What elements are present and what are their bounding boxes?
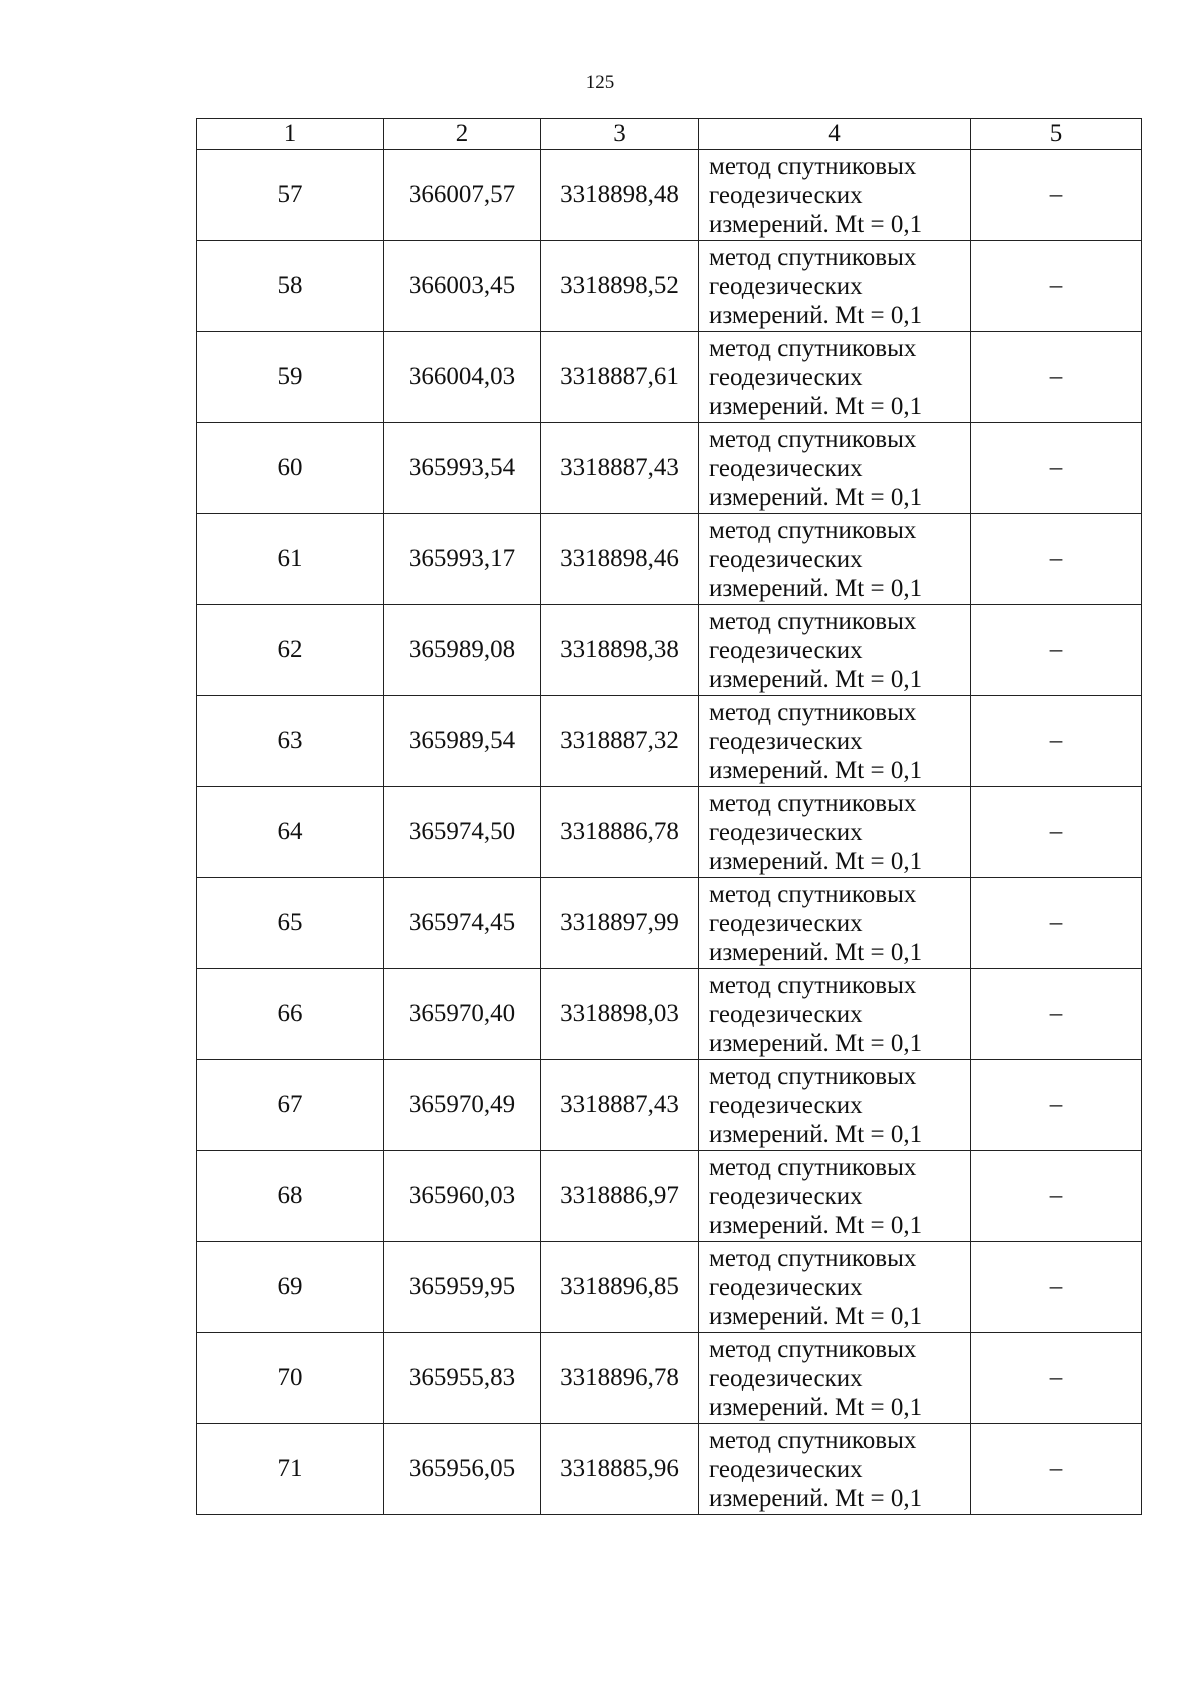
method-line: геодезических (709, 272, 863, 300)
method-line: геодезических (709, 1000, 863, 1028)
x-coordinate-cell: 365993,17 (384, 514, 541, 605)
point-number-cell: 66 (197, 969, 384, 1060)
y-coordinate-cell: 3318887,32 (541, 696, 699, 787)
table-row (197, 1060, 1142, 1151)
table-body (197, 150, 1142, 1515)
x-coordinate-cell: 365993,54 (384, 423, 541, 514)
point-number-cell: 59 (197, 332, 384, 423)
column-header-5: 5 (971, 119, 1142, 150)
method-line: метод спутниковых (709, 334, 917, 362)
x-coordinate-cell: 365989,54 (384, 696, 541, 787)
table-row (197, 514, 1142, 605)
method-line: метод спутниковых (709, 152, 917, 180)
method-cell (699, 1424, 971, 1515)
y-coordinate-cell: 3318898,03 (541, 969, 699, 1060)
method-cell (699, 332, 971, 423)
point-number-cell: 60 (197, 423, 384, 514)
method-line: геодезических (709, 1273, 863, 1301)
method-line: измерений. Mt = 0,1 (709, 847, 923, 875)
x-coordinate-cell: 366004,03 (384, 332, 541, 423)
point-number-cell: 61 (197, 514, 384, 605)
method-line: геодезических (709, 454, 863, 482)
note-cell: – (971, 1333, 1142, 1424)
point-number-cell: 68 (197, 1151, 384, 1242)
note-cell: – (971, 605, 1142, 696)
note-cell: – (971, 696, 1142, 787)
method-cell (699, 1151, 971, 1242)
method-cell (699, 1242, 971, 1333)
x-coordinate-cell: 365955,83 (384, 1333, 541, 1424)
table-row (197, 1242, 1142, 1333)
table-row (197, 605, 1142, 696)
note-cell: – (971, 150, 1142, 241)
method-cell (699, 1333, 971, 1424)
method-cell (699, 150, 971, 241)
method-cell (699, 878, 971, 969)
table-row (197, 332, 1142, 423)
point-number-cell: 58 (197, 241, 384, 332)
method-line: геодезических (709, 545, 863, 573)
method-line: геодезических (709, 1091, 863, 1119)
method-cell (699, 514, 971, 605)
method-line: геодезических (709, 909, 863, 937)
method-cell (699, 1060, 971, 1151)
method-line: метод спутниковых (709, 607, 917, 635)
y-coordinate-cell: 3318896,78 (541, 1333, 699, 1424)
point-number-cell: 70 (197, 1333, 384, 1424)
x-coordinate-cell: 365989,08 (384, 605, 541, 696)
method-line: измерений. Mt = 0,1 (709, 756, 923, 784)
x-coordinate-cell: 365970,40 (384, 969, 541, 1060)
table-row (197, 878, 1142, 969)
point-number-cell: 67 (197, 1060, 384, 1151)
method-line: измерений. Mt = 0,1 (709, 210, 923, 238)
method-line: метод спутниковых (709, 516, 917, 544)
point-number-cell: 57 (197, 150, 384, 241)
method-line: измерений. Mt = 0,1 (709, 938, 923, 966)
note-cell: – (971, 332, 1142, 423)
method-line: метод спутниковых (709, 243, 917, 271)
table-row (197, 423, 1142, 514)
x-coordinate-cell: 365974,45 (384, 878, 541, 969)
note-cell: – (971, 241, 1142, 332)
method-line: измерений. Mt = 0,1 (709, 1484, 923, 1512)
method-line: метод спутниковых (709, 1426, 917, 1454)
table-row (197, 150, 1142, 241)
method-line: метод спутниковых (709, 880, 917, 908)
note-cell: – (971, 1242, 1142, 1333)
method-line: измерений. Mt = 0,1 (709, 483, 923, 511)
method-line: измерений. Mt = 0,1 (709, 1302, 923, 1330)
method-cell (699, 787, 971, 878)
note-cell: – (971, 1151, 1142, 1242)
table-row (197, 787, 1142, 878)
y-coordinate-cell: 3318898,38 (541, 605, 699, 696)
method-line: геодезических (709, 181, 863, 209)
column-header-3: 3 (541, 119, 699, 150)
method-cell (699, 241, 971, 332)
method-line: метод спутниковых (709, 1244, 917, 1272)
method-line: геодезических (709, 636, 863, 664)
x-coordinate-cell: 365956,05 (384, 1424, 541, 1515)
point-number-cell: 65 (197, 878, 384, 969)
y-coordinate-cell: 3318898,46 (541, 514, 699, 605)
y-coordinate-cell: 3318887,43 (541, 423, 699, 514)
point-number-cell: 69 (197, 1242, 384, 1333)
method-line: метод спутниковых (709, 971, 917, 999)
table-row (197, 241, 1142, 332)
method-cell (699, 969, 971, 1060)
y-coordinate-cell: 3318886,97 (541, 1151, 699, 1242)
method-line: метод спутниковых (709, 789, 917, 817)
note-cell: – (971, 969, 1142, 1060)
method-line: метод спутниковых (709, 1153, 917, 1181)
table-row (197, 1424, 1142, 1515)
method-cell (699, 605, 971, 696)
x-coordinate-cell: 366007,57 (384, 150, 541, 241)
method-line: геодезических (709, 727, 863, 755)
x-coordinate-cell: 365959,95 (384, 1242, 541, 1333)
point-number-cell: 62 (197, 605, 384, 696)
method-line: геодезических (709, 818, 863, 846)
method-cell (699, 696, 971, 787)
method-line: геодезических (709, 1182, 863, 1210)
note-cell: – (971, 1060, 1142, 1151)
method-cell (699, 423, 971, 514)
point-number-cell: 64 (197, 787, 384, 878)
method-line: метод спутниковых (709, 425, 917, 453)
note-cell: – (971, 514, 1142, 605)
y-coordinate-cell: 3318896,85 (541, 1242, 699, 1333)
note-cell: – (971, 787, 1142, 878)
point-number-cell: 71 (197, 1424, 384, 1515)
page-number: 125 (585, 72, 615, 93)
column-header-1: 1 (197, 119, 384, 150)
column-header-4: 4 (699, 119, 971, 150)
y-coordinate-cell: 3318898,52 (541, 241, 699, 332)
x-coordinate-cell: 365970,49 (384, 1060, 541, 1151)
method-line: измерений. Mt = 0,1 (709, 665, 923, 693)
point-number-cell: 63 (197, 696, 384, 787)
method-line: измерений. Mt = 0,1 (709, 392, 923, 420)
method-line: геодезических (709, 363, 863, 391)
method-line: измерений. Mt = 0,1 (709, 574, 923, 602)
note-cell: – (971, 878, 1142, 969)
y-coordinate-cell: 3318887,43 (541, 1060, 699, 1151)
method-line: измерений. Mt = 0,1 (709, 1120, 923, 1148)
table-row (197, 696, 1142, 787)
x-coordinate-cell: 365974,50 (384, 787, 541, 878)
coordinates-table (196, 118, 1142, 1515)
method-line: метод спутниковых (709, 1335, 917, 1363)
method-line: геодезических (709, 1455, 863, 1483)
x-coordinate-cell: 365960,03 (384, 1151, 541, 1242)
method-line: метод спутниковых (709, 1062, 917, 1090)
note-cell: – (971, 423, 1142, 514)
table-row (197, 969, 1142, 1060)
method-line: метод спутниковых (709, 698, 917, 726)
x-coordinate-cell: 366003,45 (384, 241, 541, 332)
table-row (197, 1151, 1142, 1242)
y-coordinate-cell: 3318885,96 (541, 1424, 699, 1515)
method-line: геодезических (709, 1364, 863, 1392)
method-line: измерений. Mt = 0,1 (709, 1211, 923, 1239)
y-coordinate-cell: 3318887,61 (541, 332, 699, 423)
table-header-row (197, 119, 1142, 150)
y-coordinate-cell: 3318886,78 (541, 787, 699, 878)
column-header-2: 2 (384, 119, 541, 150)
method-line: измерений. Mt = 0,1 (709, 1029, 923, 1057)
method-line: измерений. Mt = 0,1 (709, 301, 923, 329)
note-cell: – (971, 1424, 1142, 1515)
y-coordinate-cell: 3318898,48 (541, 150, 699, 241)
table-row (197, 1333, 1142, 1424)
y-coordinate-cell: 3318897,99 (541, 878, 699, 969)
method-line: измерений. Mt = 0,1 (709, 1393, 923, 1421)
